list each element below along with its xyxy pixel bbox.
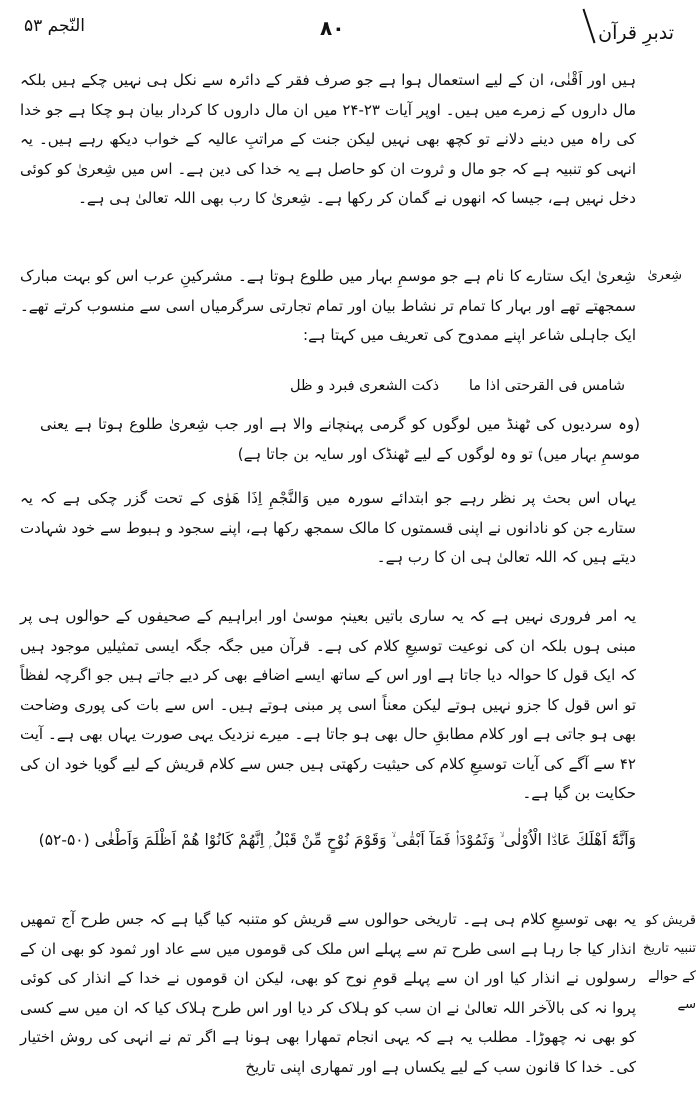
header-stroke: [582, 9, 595, 44]
verse-translation: (وہ سردیوں کی ٹھنڈ میں لوگوں کو گرمی پہنچانے والا ہے اور جب شِعریٰ طلوع ہوتا ہے یعنی موسمِ بہار میں) تو وہ لوگوں کے لیے ٹھنڈک اور سایہ بن جاتا ہے): [40, 415, 640, 463]
verse-line-b: ذکت الشعری فبرد و ظل: [290, 378, 440, 394]
margin-note-quraish: قریش کو تنبیہ تاریخ کے حوالے سے: [642, 913, 696, 1012]
paragraph-4: یہاں اس بحث پر نظر رہے جو ابتدائے سورہ میں وَالنَّجْمِ اِذَا هَوٰی کے تحت گزر چکی ہے کہ یہ ستارے جن کو نادانوں نے اپنی قسمتوں کا مالک سمجھ رکھا ہے، اپنے سجود و ہبوط سے خود شہادت دیتے ہیں کہ اللہ تعالیٰ ہی ان کا رب ہے۔: [20, 489, 636, 566]
paragraph-5: یہ امر فروری نہیں ہے کہ یہ ساری باتیں بعینہٖ موسیٰ اور ابراہیم کے صحیفوں کے حوالوں ہی پر مبنی ہوں بلکہ ان کی نوعیت توسیعِ کلام کی ہے۔ قرآن میں جگہ جگہ ایسی تمثیلیں موجود ہیں کہ ایک قول کا حوالہ دیا جاتا ہے اور اس کے ساتھ ایسے اضافے بھی کر دیے جاتے ہیں جو اگرچہ لفظاً تو اس قول کا جزو نہیں ہوتے لیکن معناً اسی پر مبنی ہوتے ہیں۔ اس سے بات کی پوری وضاحت بھی ہو جاتی ہے اور کلام مطابقِ حال بھی ہو جاتا ہے۔ میرے نزدیک یہی صورت یہاں بھی ہے۔ آیت ۴۲ سے آگے کی آیات توسیعِ کلام کی حیثیت رکھتی ہیں جس سے کلام قریش کے لیے گویا خود ان کی حکایت بن گیا ہے۔: [20, 607, 636, 802]
margin-note-shira: شِعریٰ: [647, 268, 682, 283]
page-number: ۸۰: [320, 16, 345, 40]
paragraph-1: ہیں اور اَقْنٰی، ان کے لیے استعمال ہوا ہے جو صرف فقر کے دائرہ سے نکل ہی نہیں چکے ہیں بلکہ مال داروں کے زمرے میں ہیں۔ اوپر آیات ۲۳-۲۴ میں ان مال داروں کا کردار بیان ہو چکا ہے جو خدا کی راہ میں دینے دلانے تو کچھ بھی نہیں لیکن جنت کے مراتبِ عالیہ کے خواب دیکھ رہے ہیں۔ یہ انہی کو تنبیہ ہے کہ جو مال و ثروت ان کو حاصل ہے یہ خدا کی دین ہے۔ اس میں شِعریٰ کو کوئی دخل نہیں ہے، جیسا کہ انھوں نے گمان کر رکھا ہے۔ شِعریٰ کا رب بھی اللہ تعالیٰ ہی ہے۔: [20, 71, 637, 207]
paragraph-2: شِعریٰ ایک ستارے کا نام ہے جو موسمِ بہار میں طلوع ہوتا ہے۔ مشرکینِ عرب اس کو بہت مبارک سمجھتے تھے اور بہار کا تمام تر نشاط بیان اور تمام تجارتی سرگرمیاں اسی سے منسوب کرتے تھے۔ ایک جاہلی شاعر اپنے ممدوح کی تعریف میں کہتا ہے:: [20, 267, 636, 344]
running-title: تدبرِ قرآن: [598, 22, 674, 44]
surah-reference: النّجم ۵۳: [24, 16, 85, 36]
quran-quote: وَاَنَّهٗٓ اَهْلَكَ عَادَۨا الْاُوْلٰى ۙ وَثَمُوْدَا۟ فَمَآ اَبْقٰى ۙ وَقَوْمَ نُوْحٍ مِّنْ قَبْلُ ۭ اِنَّهُمْ كَانُوْا هُمْ اَظْلَمَ وَاَطْغٰى (۵۰-۵۲): [38, 831, 636, 849]
poetry-verse: [290, 378, 625, 394]
verse-line-a: شامس فی القرحتی اذا ما: [468, 378, 625, 394]
paragraph-6: یہ بھی توسیعِ کلام ہی ہے۔ تاریخی حوالوں سے قریش کو متنبہ کیا گیا ہے کہ جس طرح آج تمھیں انذار کیا جا رہا ہے اسی طرح تم سے پہلے اس ملک کی قوموں میں سے عاد اور ثمود کو بھی ان کے رسولوں نے انذار کیا اور ان سے پہلے قومِ نوح کو بھی، لیکن ان قوموں نے خدا کے انذار کی کوئی پروا نہ کی بالآخر اللہ تعالیٰ نے ان سب کو ہلاک کر دیا اور اس طرح ہلاک کیا کہ ان میں سے کسی کو بھی نہ چھوڑا۔ مطلب یہ ہے کہ یہی انجام تمھارا بھی ہونا ہے اگر تم نے انہی کی روش اختیار کی۔ خدا کا قانون سب کے لیے یکساں ہے اور تمھاری اپنی تاریخ: [20, 910, 636, 1076]
